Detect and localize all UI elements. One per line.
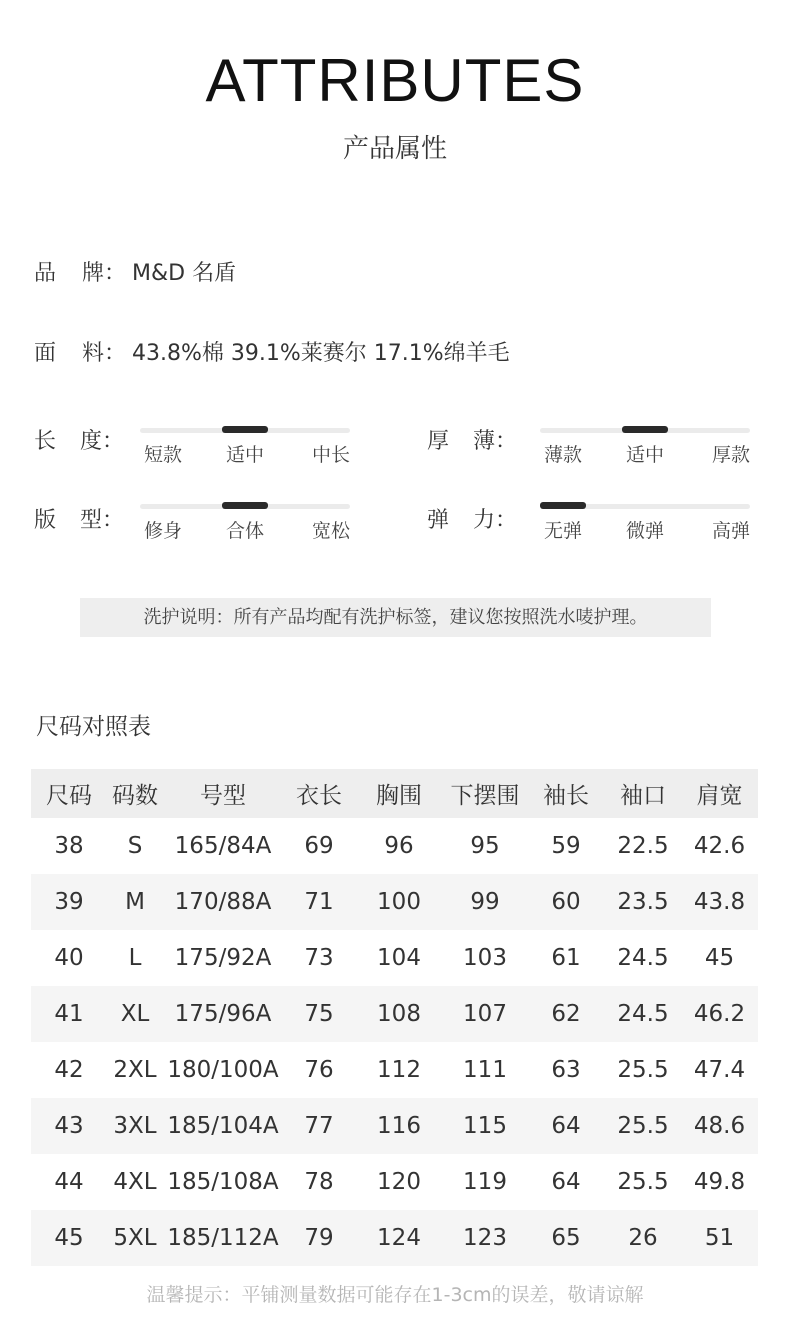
table-cell: 43 [31,1098,107,1154]
thickness-scale [540,424,750,464]
table-cell: 38 [54,833,84,859]
table-header-cell: 下摆围 [443,769,527,818]
table-cell: S [127,833,143,859]
table-cell: 170/88A [163,874,283,930]
table-cell: 112 [377,1057,421,1083]
brand-value: M&D 名盾 [132,261,237,286]
length-label: 长 度： [34,429,125,454]
fit-label: 版 型： [34,508,125,533]
table-cell: 25.5 [605,1098,681,1154]
table-cell: 165/84A [174,833,272,859]
table-cell: 51 [681,1210,758,1266]
table-header-cell: 胸围 [355,769,443,818]
table-cell: 107 [443,986,527,1042]
fabric-value: 43.8%棉 39.1%莱赛尔 17.1%绵羊毛 [132,341,510,366]
table-cell: XL [107,986,163,1042]
scale-option: 合体 [226,520,265,542]
table-cell: 103 [463,945,507,971]
size-table [31,769,758,1266]
table-cell: 175/96A [163,986,283,1042]
table-cell: 69 [304,833,334,859]
table-cell: 77 [283,1098,355,1154]
table-cell: 76 [304,1057,334,1083]
table-cell: L [128,945,142,971]
table-cell: 124 [355,1210,443,1266]
scale-option: 中长 [311,444,350,466]
table-row [31,1098,758,1154]
table-cell: 42 [54,1057,84,1083]
table-cell: 47.4 [693,1057,746,1083]
table-cell: 59 [551,833,581,859]
table-cell: 175/92A [174,945,272,971]
table-cell: 60 [527,874,605,930]
table-header-row [31,769,758,818]
elasticity-scale [540,500,750,540]
table-cell: 99 [443,874,527,930]
table-cell: 185/112A [163,1210,283,1266]
table-cell: M [107,874,163,930]
table-cell: 115 [443,1098,527,1154]
scale-option: 薄款 [544,444,583,466]
table-cell: 44 [54,1169,84,1195]
table-cell: 64 [551,1169,581,1195]
table-header-cell: 号型 [163,769,283,818]
measurement-tip: 温馨提示：平铺测量数据可能存在1-3cm的误差，敬请谅解 [146,1284,644,1306]
brand-key: 品 牌： [34,261,127,286]
table-row [31,1042,758,1098]
table-cell: 100 [355,874,443,930]
table-cell: 48.6 [681,1098,758,1154]
table-cell: 111 [463,1057,507,1083]
table-cell: 22.5 [617,833,669,859]
table-cell: 26 [605,1210,681,1266]
scale-option: 厚款 [711,444,750,466]
table-cell: 108 [355,986,443,1042]
table-cell: 40 [54,945,84,971]
table-cell: 24.5 [605,986,681,1042]
table-cell: 75 [283,986,355,1042]
table-cell: 79 [283,1210,355,1266]
table-cell: 71 [283,874,355,930]
table-cell: 39 [31,874,107,930]
elasticity-label: 弹 力： [427,508,518,533]
table-cell: 25.5 [617,1057,669,1083]
size-table-title: 尺码对照表 [36,714,151,740]
table-cell: 65 [527,1210,605,1266]
table-cell: 5XL [107,1210,163,1266]
page-subtitle: 产品属性 [342,134,447,164]
table-cell: 104 [377,945,421,971]
table-cell: 3XL [107,1098,163,1154]
table-cell: 23.5 [605,874,681,930]
table-row [31,1210,758,1266]
table-cell: 45 [704,945,735,971]
table-header-cell: 袖口 [605,769,681,818]
table-header-cell: 肩宽 [681,769,758,818]
table-cell: 63 [551,1057,581,1083]
thickness-label: 厚 薄： [427,429,518,454]
scale-option: 短款 [144,444,183,466]
table-cell: 62 [527,986,605,1042]
table-row [31,986,758,1042]
table-row [31,818,758,874]
table-cell: 119 [463,1169,507,1195]
table-cell: 43.8 [681,874,758,930]
size-table-body [31,818,758,1266]
table-cell: 4XL [113,1169,157,1195]
table-row [31,1154,758,1210]
scale-option: 微弹 [626,520,665,542]
scale-option: 宽松 [311,520,350,542]
table-header-cell: 衣长 [283,769,355,818]
scale-option: 高弹 [711,520,750,542]
table-row [31,874,758,930]
scale-option: 适中 [626,444,665,466]
table-cell: 123 [443,1210,527,1266]
fabric-row [34,336,510,367]
table-cell: 41 [31,986,107,1042]
table-cell: 78 [304,1169,334,1195]
table-cell: 73 [304,945,334,971]
fabric-key: 面 料： [34,341,127,366]
table-cell: 49.8 [693,1169,746,1195]
table-cell: 95 [470,833,500,859]
table-header-cell: 尺码 [31,769,107,818]
table-header-cell: 袖长 [527,769,605,818]
page-title: ATTRIBUTES [205,47,585,114]
table-cell: 2XL [113,1057,157,1083]
table-cell: 42.6 [693,833,746,859]
scale-option: 适中 [226,444,265,466]
table-cell: 24.5 [617,945,669,971]
table-cell: 45 [31,1210,107,1266]
table-row [31,930,758,986]
table-cell: 46.2 [681,986,758,1042]
table-cell: 120 [377,1169,421,1195]
table-cell: 116 [355,1098,443,1154]
scale-option: 无弹 [544,520,583,542]
length-scale [140,424,350,464]
table-cell: 185/108A [167,1169,279,1195]
scale-indicator [622,426,668,433]
care-note: 洗护说明：所有产品均配有洗护标签，建议您按照洗水唛护理。 [80,598,711,637]
table-cell: 185/104A [163,1098,283,1154]
scale-option: 修身 [144,520,183,542]
table-cell: 61 [551,945,581,971]
table-cell: 96 [384,833,414,859]
scale-indicator [222,502,268,509]
table-cell: 25.5 [617,1169,669,1195]
brand-row [34,256,236,287]
table-header-cell: 码数 [107,769,163,818]
scale-indicator [540,502,586,509]
table-cell: 64 [527,1098,605,1154]
scale-indicator [222,426,268,433]
table-cell: 180/100A [167,1057,279,1083]
fit-scale [140,500,350,540]
